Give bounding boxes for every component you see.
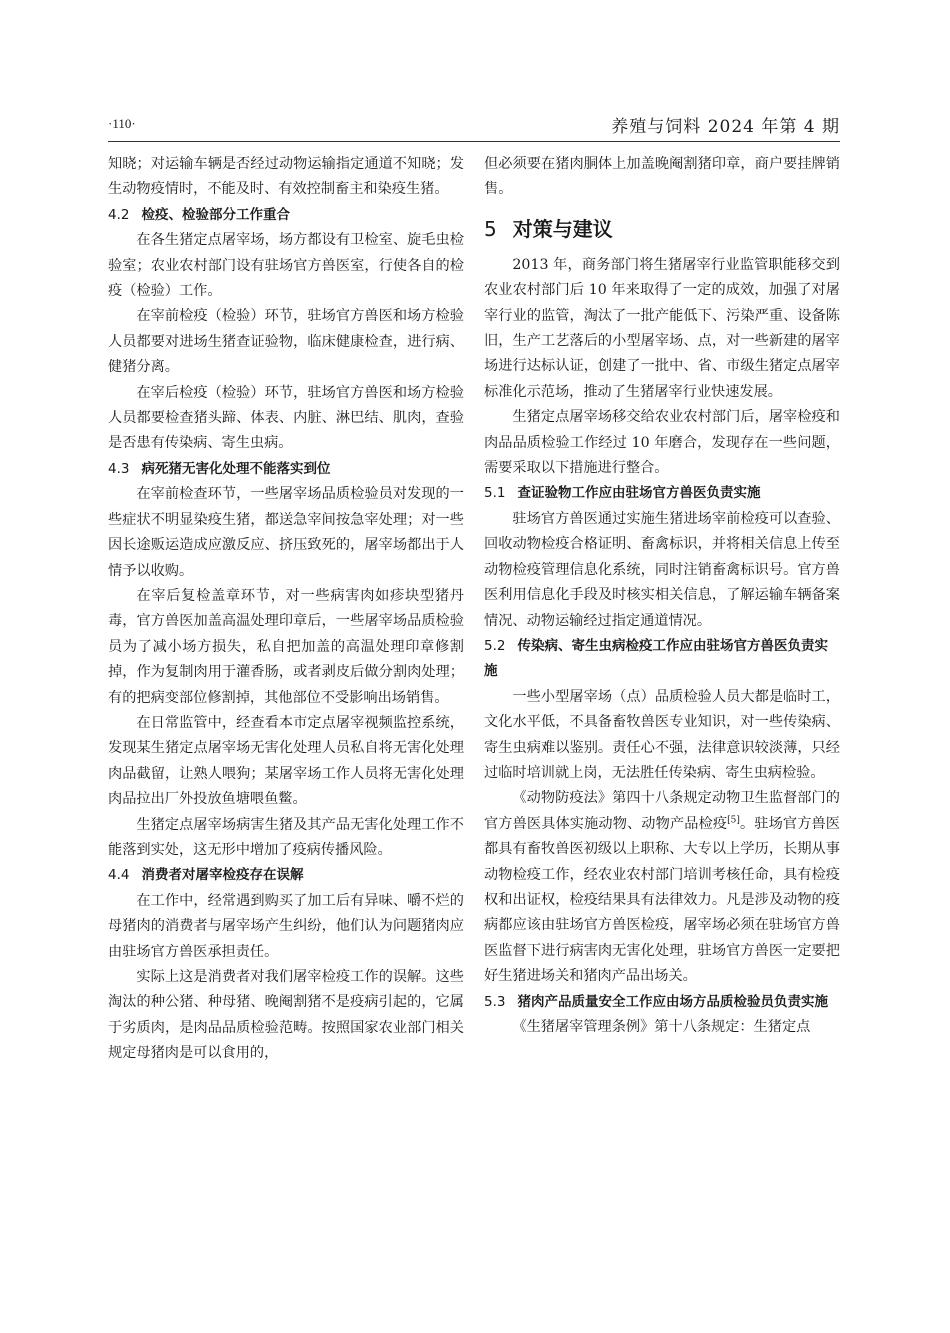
section-number: 5.3 xyxy=(484,993,506,1010)
section-number: 4.3 xyxy=(108,460,130,477)
left-column xyxy=(108,152,464,1067)
section-heading-5-2 xyxy=(484,634,840,685)
section-number: 5.1 xyxy=(484,485,506,502)
paragraph-text: 《动物防疫法》第四十八条规定动物卫生监督部门的官方兽医具体实施动物、动物产品检疫 xyxy=(484,790,840,832)
paragraph: 在工作中，经常遇到购买了加工后有异味、嚼不烂的母猪肉的消费者与屠宰场产生纠纷，他们认为问题猪肉应由驻场官方兽医承担责任。 xyxy=(108,892,464,960)
section-title: 检疫、检验部分工作重合 xyxy=(141,206,290,223)
citation-ref[interactable]: [5] xyxy=(727,815,740,826)
section-number: 5 xyxy=(484,216,497,241)
paragraph: 生猪定点屠宰场移交给农业农村部门后，屠宰检疫和肉品品质检验工作经过 10 年磨合，发现存在一些问题，需要采取以下措施进行整合。 xyxy=(484,409,840,477)
header-rule xyxy=(108,141,840,142)
paragraph: 生猪定点屠宰场病害生猪及其产品无害化处理工作不能落到实处，这无形中增加了疫病传播风险。 xyxy=(108,816,464,858)
section-number: 4.4 xyxy=(108,867,130,884)
section-title: 查证验物工作应由驻场官方兽医负责实施 xyxy=(517,485,761,502)
paragraph xyxy=(484,786,840,989)
paragraph: 知晓；对运输车辆是否经过动物运输指定通道不知晓；发生动物疫情时，不能及时、有效控制畜主和染疫生猪。 xyxy=(108,156,464,198)
paragraph: 《生猪屠宰管理条例》第十八条规定：生猪定点 xyxy=(512,1019,811,1035)
paragraph: 在宰后复检盖章环节，对一些病害肉如疹块型猪丹毒，官方兽医加盖高温处理印章后，一些屠宰场品质检验员为了减小场方损失，私自把加盖的高温处理印章修割掉，作为复制肉用于灌香肠，或者剥皮后做分割肉处理；有的把病变部位修割掉，其他部位不受影响出场销售。 xyxy=(108,587,464,706)
section-title: 病死猪无害化处理不能落实到位 xyxy=(141,460,331,477)
page-number: ·110· xyxy=(108,116,136,131)
paragraph: 2013 年，商务部门将生猪屠宰行业监管职能移交到农业农村部门后 10 年来取得了一定的成效，加强了对屠宰行业的监管，淘汰了一批产能低下、污染严重、设备陈旧，生产工艺落后的小型屠宰场、点，对一些新建的屠宰场进行达标认证，创建了一批中、省、市级生猪定点屠宰标准化示范场，推动了生猪屠宰行业快速发展。 xyxy=(484,256,840,400)
right-column xyxy=(484,152,840,1040)
paragraph: 驻场官方兽医通过实施生猪进场宰前检疫可以查验、回收动物检疫合格证明、畜禽标识，并将相关信息上传至动物检疫管理信息化系统，同时注销畜禽标识号。官方兽医利用信息化手段及时核实相关信息，了解运输车辆备案情况、动物运输经过指定通道情况。 xyxy=(484,510,840,629)
paragraph: 在日常监管中，经查看本市定点屠宰视频监控系统，发现某生猪定点屠宰场无害化处理人员私自将无害化处理肉品截留，让熟人喂狗；某屠宰场工作人员将无害化处理肉品拉出厂外投放鱼塘喂鱼鳖。 xyxy=(108,714,464,808)
section-number: 4.2 xyxy=(108,206,130,223)
paragraph: 在宰前检疫（检验）环节，驻场官方兽医和场方检验人员都要对进场生猪查证验物，临床健康检查，进行病、健猪分离。 xyxy=(108,308,464,376)
paragraph-text: 。驻场官方兽医都具有畜牧兽医初级以上职称、大专以上学历，长期从事动物检疫工作，经农业农村部门培训考核任命，具有检疫权和出证权，检疫结果具有法律效力。凡是涉及动物的疫病都应该由驻场官方兽医检疫，屠宰场必须在驻场官方兽医监督下进行病害肉无害化处理，驻场官方兽医一定要把好生猪进场关和猪肉产品出场关。 xyxy=(484,815,840,985)
paragraph: 在各生猪定点屠宰场，场方都设有卫检室、旋毛虫检验室；农业农村部门设有驻场官方兽医室，行使各自的检疫（检验）工作。 xyxy=(108,232,464,300)
section-heading-5-3 xyxy=(484,990,840,1015)
journal-title: 养殖与饲料 2024 年第 4 期 xyxy=(611,117,840,137)
section-title: 传染病、寄生虫病检疫工作应由驻场官方兽医负责实施 xyxy=(484,637,828,680)
paragraph: 但必须要在猪肉胴体上加盖晚阉割猪印章，商户要挂牌销售。 xyxy=(484,156,840,198)
section-title: 消费者对屠宰检疫存在误解 xyxy=(141,867,304,884)
paragraph: 实际上这是消费者对我们屠宰检疫工作的误解。这些淘汰的种公猪、种母猪、晚阉割猪不是疫病引起的，它属于劣质肉，是肉品品质检验范畴。按照国家农业部门相关规定母猪肉是可以食用的， xyxy=(108,969,464,1062)
section-heading-4-3 xyxy=(108,457,464,482)
section-heading-4-4 xyxy=(108,863,464,888)
paragraph: 一些小型屠宰场（点）品质检验人员大都是临时工，文化水平低，不具备畜牧兽医专业知识，对一些传染病、寄生虫病难以鉴别。责任心不强，法律意识较淡薄，只经过临时培训就上岗，无法胜任传染病、寄生虫病检验。 xyxy=(484,688,840,781)
section-title: 猪肉产品质量安全工作应由场方品质检验员负责实施 xyxy=(517,993,828,1010)
section-heading-5-1 xyxy=(484,481,840,506)
section-number: 5.2 xyxy=(484,637,506,654)
section-heading-4-2 xyxy=(108,203,464,228)
paragraph: 在宰前检查环节，一些屠宰场品质检验员对发现的一些症状不明显染疫生猪，都送急宰间按急宰处理；对一些因长途贩运造成应激反应、挤压致死的，屠宰场都出于人情予以收购。 xyxy=(108,486,464,579)
page-header xyxy=(108,112,840,140)
section-heading-5 xyxy=(484,213,840,245)
section-title: 对策与建议 xyxy=(512,216,613,241)
paragraph: 在宰后检疫（检验）环节，驻场官方兽医和场方检验人员都要检查猪头蹄、体表、内脏、淋巴结、肌肉，查验是否患有传染病、寄生虫病。 xyxy=(108,384,464,452)
